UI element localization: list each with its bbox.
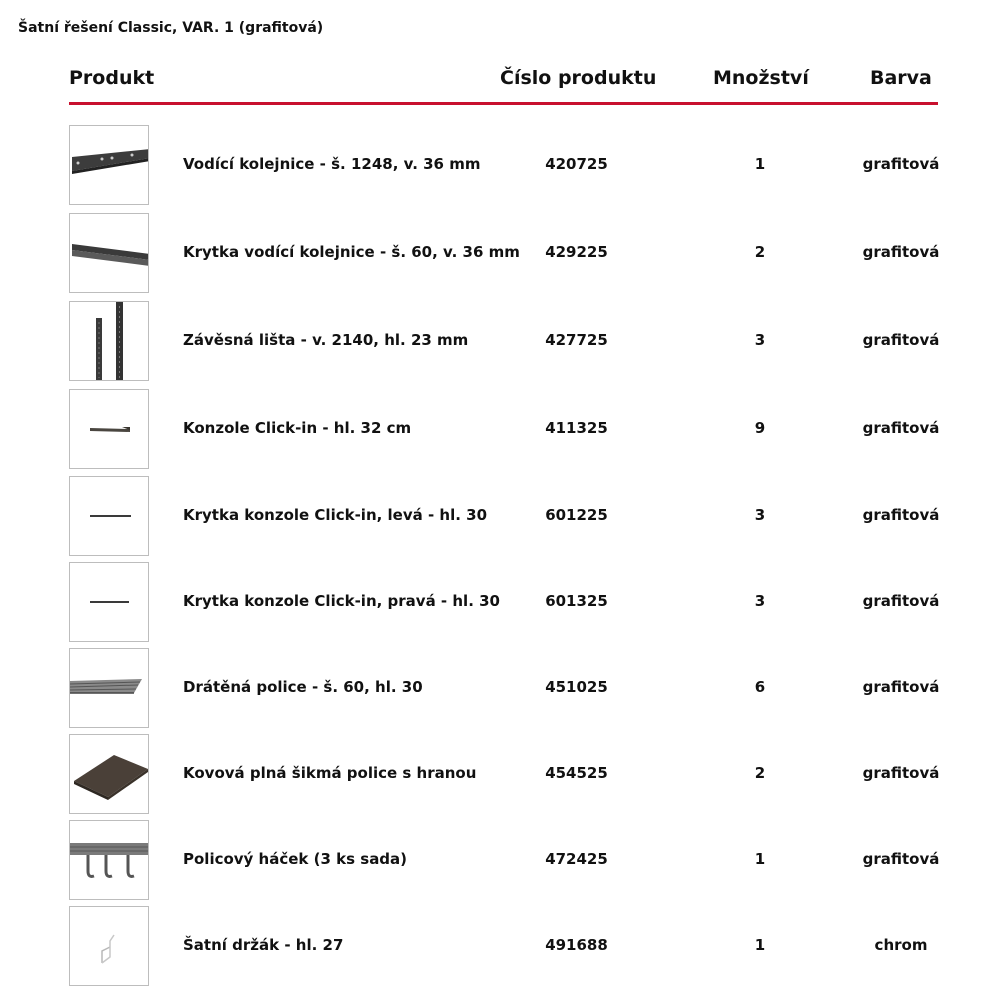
product-color: grafitová: [862, 243, 940, 261]
wire-shelf-icon: [69, 648, 149, 728]
wardrobe-holder-icon: [69, 906, 149, 986]
product-color: chrom: [874, 936, 928, 954]
product-color: grafitová: [862, 850, 940, 868]
product-number: 472425: [545, 850, 608, 868]
product-number: 491688: [545, 936, 608, 954]
product-color: grafitová: [862, 678, 940, 696]
product-number: 427725: [545, 331, 608, 349]
product-quantity: 9: [754, 419, 766, 437]
product-name: Kovová plná šikmá police s hranou: [183, 764, 477, 782]
product-name: Šatní držák - hl. 27: [183, 936, 344, 954]
product-number: 454525: [545, 764, 608, 782]
header-color: Barva: [870, 67, 932, 89]
table-row: [0, 562, 1000, 644]
product-name: Vodící kolejnice - š. 1248, v. 36 mm: [183, 155, 481, 173]
product-quantity: 1: [754, 850, 766, 868]
table-row: [0, 389, 1000, 471]
product-number: 601325: [545, 592, 608, 610]
product-name: Krytka konzole Click-in, pravá - hl. 30: [183, 592, 500, 610]
product-quantity: 1: [754, 155, 766, 173]
product-number: 451025: [545, 678, 608, 696]
product-color: grafitová: [862, 592, 940, 610]
table-row: [0, 906, 1000, 988]
product-quantity: 2: [754, 764, 766, 782]
product-color: grafitová: [862, 506, 940, 524]
table-row: [0, 301, 1000, 383]
product-name: Konzole Click-in - hl. 32 cm: [183, 419, 412, 437]
product-name: Závěsná lišta - v. 2140, hl. 23 mm: [183, 331, 469, 349]
table-row: [0, 648, 1000, 730]
table-row: [0, 734, 1000, 816]
header-product-number: Číslo produktu: [500, 67, 657, 89]
product-quantity: 6: [754, 678, 766, 696]
bracket-cover-left-icon: [69, 476, 149, 556]
bracket-cover-right-icon: [69, 562, 149, 642]
product-name: Krytka konzole Click-in, levá - hl. 30: [183, 506, 488, 524]
header-product: Produkt: [69, 67, 155, 89]
product-quantity: 3: [754, 331, 766, 349]
table-row: [0, 476, 1000, 558]
product-quantity: 2: [754, 243, 766, 261]
page-title: Šatní řešení Classic, VAR. 1 (grafitová): [18, 20, 324, 36]
product-color: grafitová: [862, 331, 940, 349]
product-number: 411325: [545, 419, 608, 437]
table-row: [0, 125, 1000, 207]
product-number: 429225: [545, 243, 608, 261]
header-divider: [69, 102, 938, 105]
header-quantity: Množství: [713, 67, 809, 89]
product-color: grafitová: [862, 764, 940, 782]
rail-cover-icon: [69, 213, 149, 293]
product-quantity: 3: [754, 506, 766, 524]
product-color: grafitová: [862, 419, 940, 437]
shelf-hook-icon: [69, 820, 149, 900]
product-name: Krytka vodící kolejnice - š. 60, v. 36 mm: [183, 243, 520, 261]
product-quantity: 3: [754, 592, 766, 610]
hanging-bar-icon: [69, 301, 149, 381]
product-name: Policový háček (3 ks sada): [183, 850, 408, 868]
product-name: Drátěná police - š. 60, hl. 30: [183, 678, 423, 696]
guide-rail-icon: [69, 125, 149, 205]
product-number: 601225: [545, 506, 608, 524]
product-number: 420725: [545, 155, 608, 173]
product-quantity: 1: [754, 936, 766, 954]
bracket-icon: [69, 389, 149, 469]
table-row: [0, 820, 1000, 902]
product-color: grafitová: [862, 155, 940, 173]
table-row: [0, 213, 1000, 295]
solid-shelf-icon: [69, 734, 149, 814]
